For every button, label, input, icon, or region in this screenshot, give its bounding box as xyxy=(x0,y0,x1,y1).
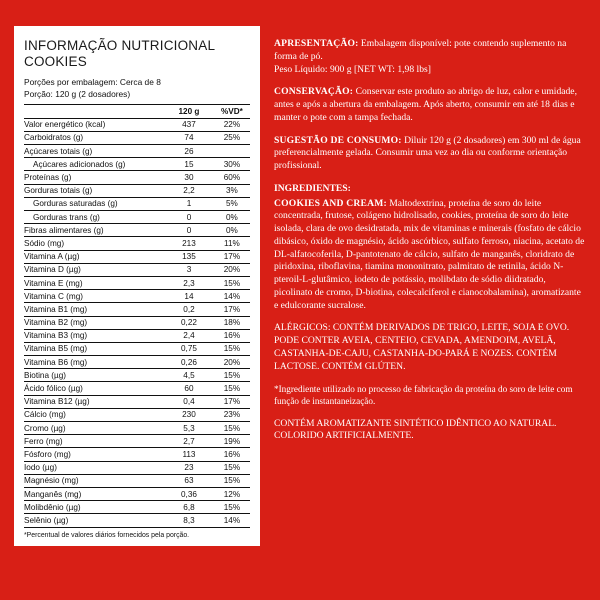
net-weight: Peso Líquido: 900 g [NET WT: 1,98 lbs] xyxy=(274,63,431,75)
nutrient-dv: 20% xyxy=(214,263,250,276)
nutrient-dv: 25% xyxy=(214,131,250,144)
nutrient-dv: 20% xyxy=(214,356,250,369)
nutrient-dv: 15% xyxy=(214,276,250,289)
table-row xyxy=(24,211,250,224)
nutrient-amount: 437 xyxy=(164,118,214,131)
table-row xyxy=(24,474,250,487)
nutrient-amount: 23 xyxy=(164,461,214,474)
nutrient-dv: 17% xyxy=(214,303,250,316)
table-row xyxy=(24,369,250,382)
nutrient-dv: 60% xyxy=(214,171,250,184)
nutrition-table-body xyxy=(24,104,250,527)
nutrient-dv: 16% xyxy=(214,329,250,342)
nutrient-name: Manganês (mg) xyxy=(24,487,164,500)
table-row xyxy=(24,382,250,395)
ingredients-title: INGREDIENTES: xyxy=(274,182,351,194)
nutrient-amount: 26 xyxy=(164,145,214,158)
nutrient-name: Vitamina C (mg) xyxy=(24,290,164,303)
nutrient-name: Vitamina B12 (µg) xyxy=(24,395,164,408)
header-nutrient xyxy=(24,104,164,118)
nutrient-dv: 30% xyxy=(214,158,250,171)
conservation-paragraph xyxy=(274,86,586,124)
nutrient-amount: 0,4 xyxy=(164,395,214,408)
nutrient-amount: 0,22 xyxy=(164,316,214,329)
conservation-title: CONSERVAÇÃO: xyxy=(274,86,354,98)
suggestion-title: SUGESTÃO DE CONSUMO: xyxy=(274,134,402,146)
nutrient-name: Vitamina B1 (mg) xyxy=(24,303,164,316)
daily-value-footnote: *Percentual de valores diários fornecidos pela porção. xyxy=(24,531,190,539)
table-row xyxy=(24,408,250,421)
nutrient-dv: 16% xyxy=(214,448,250,461)
nutrient-name: Gorduras totais (g) xyxy=(24,184,164,197)
nutrient-dv: 3% xyxy=(214,184,250,197)
nutrient-name: Cálcio (mg) xyxy=(24,408,164,421)
table-row xyxy=(24,237,250,250)
presentation-title: APRESENTAÇÃO: xyxy=(274,38,359,49)
nutrient-amount: 8,3 xyxy=(164,514,214,527)
nutrient-dv: 12% xyxy=(214,487,250,500)
nutrient-name: Molibdênio (µg) xyxy=(24,501,164,514)
nutrient-dv: 22% xyxy=(214,118,250,131)
nutrient-dv: 15% xyxy=(214,342,250,355)
product-info-column xyxy=(274,26,586,586)
nutrient-amount: 6,8 xyxy=(164,501,214,514)
nutrient-dv: 17% xyxy=(214,250,250,263)
nutrient-name: Biotina (µg) xyxy=(24,369,164,382)
conservation-text: Conservar este produto ao abrigo de luz, calor e umidade, antes e após a abertura da embalagem. Após aberto, consumir em até 18 dias e manter o pote com a tampa fechada. xyxy=(274,86,577,123)
nutrient-amount: 213 xyxy=(164,237,214,250)
nutrient-amount: 113 xyxy=(164,448,214,461)
nutrient-dv xyxy=(214,145,250,158)
nutrient-amount: 0 xyxy=(164,224,214,237)
header-daily-value: %VD* xyxy=(214,104,250,118)
nutrient-name: Açúcares totais (g) xyxy=(24,145,164,158)
table-row xyxy=(24,171,250,184)
nutrient-dv: 14% xyxy=(214,514,250,527)
serving-size: Porção: 120 g (2 dosadores) xyxy=(24,88,131,99)
nutrient-name: Iodo (µg) xyxy=(24,461,164,474)
nutrient-name: Fósforo (mg) xyxy=(24,448,164,461)
ingredients-text: Maltodextrina, proteína de soro do leite concentrada, frutose, colágeno hidrolisado, cookies, proteína de soro do leite isolada, clara de ovo desidratada, mix de vitaminas e minerais (fosfato de cálcio dibásico, óxido de magnésio, ácido ascórbico, sulfato ferroso, niacina, acetato de DL-alfatocoferila, D-pantotenato de cálcio, sulfato de manganês, cloridrato de piridoxina, riboflavina, tiamina mononitrato, palmitato de retinila, ácido N-pteroil-L-glutâmico, iodeto de potássio, molibdato de sódio diidratado, picolinato de cromo, D-biotina, colecalciferol e cianocobalamina), aromatizante e edulcorante sucralose. xyxy=(274,197,585,311)
nutrient-name: Vitamina B5 (mg) xyxy=(24,342,164,355)
nutrient-dv: 15% xyxy=(214,474,250,487)
presentation-text: Embalagem disponível: pote contendo suplemento na forma de pó. xyxy=(274,38,567,62)
ingredients-product-name: COOKIES AND CREAM: xyxy=(274,197,387,209)
nutrient-dv: 14% xyxy=(214,290,250,303)
table-row xyxy=(24,197,250,210)
nutrient-amount: 60 xyxy=(164,382,214,395)
nutrient-name: Ácido fólico (µg) xyxy=(24,382,164,395)
nutrient-amount: 2,2 xyxy=(164,184,214,197)
allergens-paragraph: ALÉRGICOS: CONTÉM DERIVADOS DE TRIGO, LEITE, SOJA E OVO. PODE CONTER AVEIA, CENTEIO, CEVADA, AMENDOIM, AVELÃ, CASTANHA-DE-CAJU, CASTANHA-DO-PARÁ E NOZES. CONTÉM LACTOSE. CONTÉM GLÚTEN. xyxy=(274,322,570,372)
table-row xyxy=(24,356,250,369)
nutrient-amount: 0 xyxy=(164,211,214,224)
nutrient-amount: 2,4 xyxy=(164,329,214,342)
nutrient-dv: 0% xyxy=(214,224,250,237)
table-row xyxy=(24,250,250,263)
panel-title-line1: INFORMAÇÃO NUTRICIONAL xyxy=(24,38,216,53)
table-row xyxy=(24,501,250,514)
table-row xyxy=(24,329,250,342)
nutrient-name: Vitamina B3 (mg) xyxy=(24,329,164,342)
nutrient-name: Fibras alimentares (g) xyxy=(24,224,164,237)
nutrient-dv: 19% xyxy=(214,435,250,448)
nutrient-dv: 15% xyxy=(214,461,250,474)
nutrition-facts-panel xyxy=(14,26,260,546)
nutrient-name: Açúcares adicionados (g) xyxy=(24,158,164,171)
nutrient-name: Gorduras trans (g) xyxy=(24,211,164,224)
nutrient-amount: 63 xyxy=(164,474,214,487)
nutrient-amount: 0,36 xyxy=(164,487,214,500)
nutrient-amount: 2,3 xyxy=(164,276,214,289)
table-row xyxy=(24,131,250,144)
nutrient-dv: 18% xyxy=(214,316,250,329)
nutrient-amount: 0,2 xyxy=(164,303,214,316)
nutrition-table xyxy=(24,104,250,528)
table-row xyxy=(24,158,250,171)
nutrient-amount: 74 xyxy=(164,131,214,144)
nutrient-amount: 30 xyxy=(164,171,214,184)
nutrient-name: Magnésio (mg) xyxy=(24,474,164,487)
panel-title xyxy=(24,38,250,70)
table-row xyxy=(24,422,250,435)
table-header-row xyxy=(24,104,250,118)
table-row xyxy=(24,395,250,408)
nutrient-name: Proteínas (g) xyxy=(24,171,164,184)
nutrient-amount: 15 xyxy=(164,158,214,171)
table-row xyxy=(24,448,250,461)
nutrient-name: Sódio (mg) xyxy=(24,237,164,250)
table-row xyxy=(24,316,250,329)
table-row xyxy=(24,118,250,131)
nutrient-dv: 15% xyxy=(214,422,250,435)
header-amount: 120 g xyxy=(164,104,214,118)
flavoring-note: CONTÉM AROMATIZANTE SINTÉTICO IDÊNTICO AO NATURAL. COLORIDO ARTIFICIALMENTE. xyxy=(274,417,557,442)
nutrient-dv: 15% xyxy=(214,382,250,395)
servings-per-container: Porções por embalagem: Cerca de 8 xyxy=(24,76,161,87)
nutrient-name: Vitamina E (mg) xyxy=(24,276,164,289)
nutrient-amount: 14 xyxy=(164,290,214,303)
table-row xyxy=(24,224,250,237)
table-row xyxy=(24,263,250,276)
nutrient-amount: 5,3 xyxy=(164,422,214,435)
table-row xyxy=(24,184,250,197)
servings-info xyxy=(24,77,250,101)
table-row xyxy=(24,514,250,527)
table-row xyxy=(24,342,250,355)
suggestion-text: Diluir 120 g (2 dosadores) em 300 ml de água preferencialmente gelada. Consumir uma vez ao dia ou conforme orientação profissional. xyxy=(274,134,581,171)
nutrient-dv: 15% xyxy=(214,369,250,382)
nutrient-dv: 0% xyxy=(214,211,250,224)
nutrient-amount: 0,75 xyxy=(164,342,214,355)
nutrient-amount: 2,7 xyxy=(164,435,214,448)
table-row xyxy=(24,303,250,316)
nutrient-amount: 0,26 xyxy=(164,356,214,369)
nutrient-name: Valor energético (kcal) xyxy=(24,118,164,131)
table-row xyxy=(24,435,250,448)
nutrient-amount: 1 xyxy=(164,197,214,210)
nutrient-dv: 5% xyxy=(214,197,250,210)
panel-title-line2: COOKIES xyxy=(24,53,87,69)
nutrient-dv: 15% xyxy=(214,501,250,514)
nutrient-amount: 3 xyxy=(164,263,214,276)
nutrient-name: Vitamina B6 (mg) xyxy=(24,356,164,369)
nutrient-name: Vitamina D (µg) xyxy=(24,263,164,276)
presentation-paragraph xyxy=(274,38,586,76)
nutrient-amount: 230 xyxy=(164,408,214,421)
nutrient-name: Gorduras saturadas (g) xyxy=(24,197,164,210)
table-row xyxy=(24,145,250,158)
table-row xyxy=(24,487,250,500)
table-row xyxy=(24,461,250,474)
nutrient-amount: 4,5 xyxy=(164,369,214,382)
nutrient-dv: 23% xyxy=(214,408,250,421)
nutrient-name: Selênio (µg) xyxy=(24,514,164,527)
table-row xyxy=(24,290,250,303)
nutrient-name: Carboidratos (g) xyxy=(24,131,164,144)
nutrient-name: Ferro (mg) xyxy=(24,435,164,448)
nutrient-name: Vitamina B2 (mg) xyxy=(24,316,164,329)
nutrient-dv: 11% xyxy=(214,237,250,250)
nutrient-name: Cromo (µg) xyxy=(24,422,164,435)
nutrient-name: Vitamina A (µg) xyxy=(24,250,164,263)
nutrient-amount: 135 xyxy=(164,250,214,263)
ingredients-paragraph xyxy=(274,198,586,313)
table-row xyxy=(24,276,250,289)
ingredient-note: *Ingrediente utilizado no processo de fabricação da proteína do soro de leite com função de instantaneização. xyxy=(274,384,573,407)
consumption-suggestion-paragraph xyxy=(274,135,586,173)
nutrient-dv: 17% xyxy=(214,395,250,408)
